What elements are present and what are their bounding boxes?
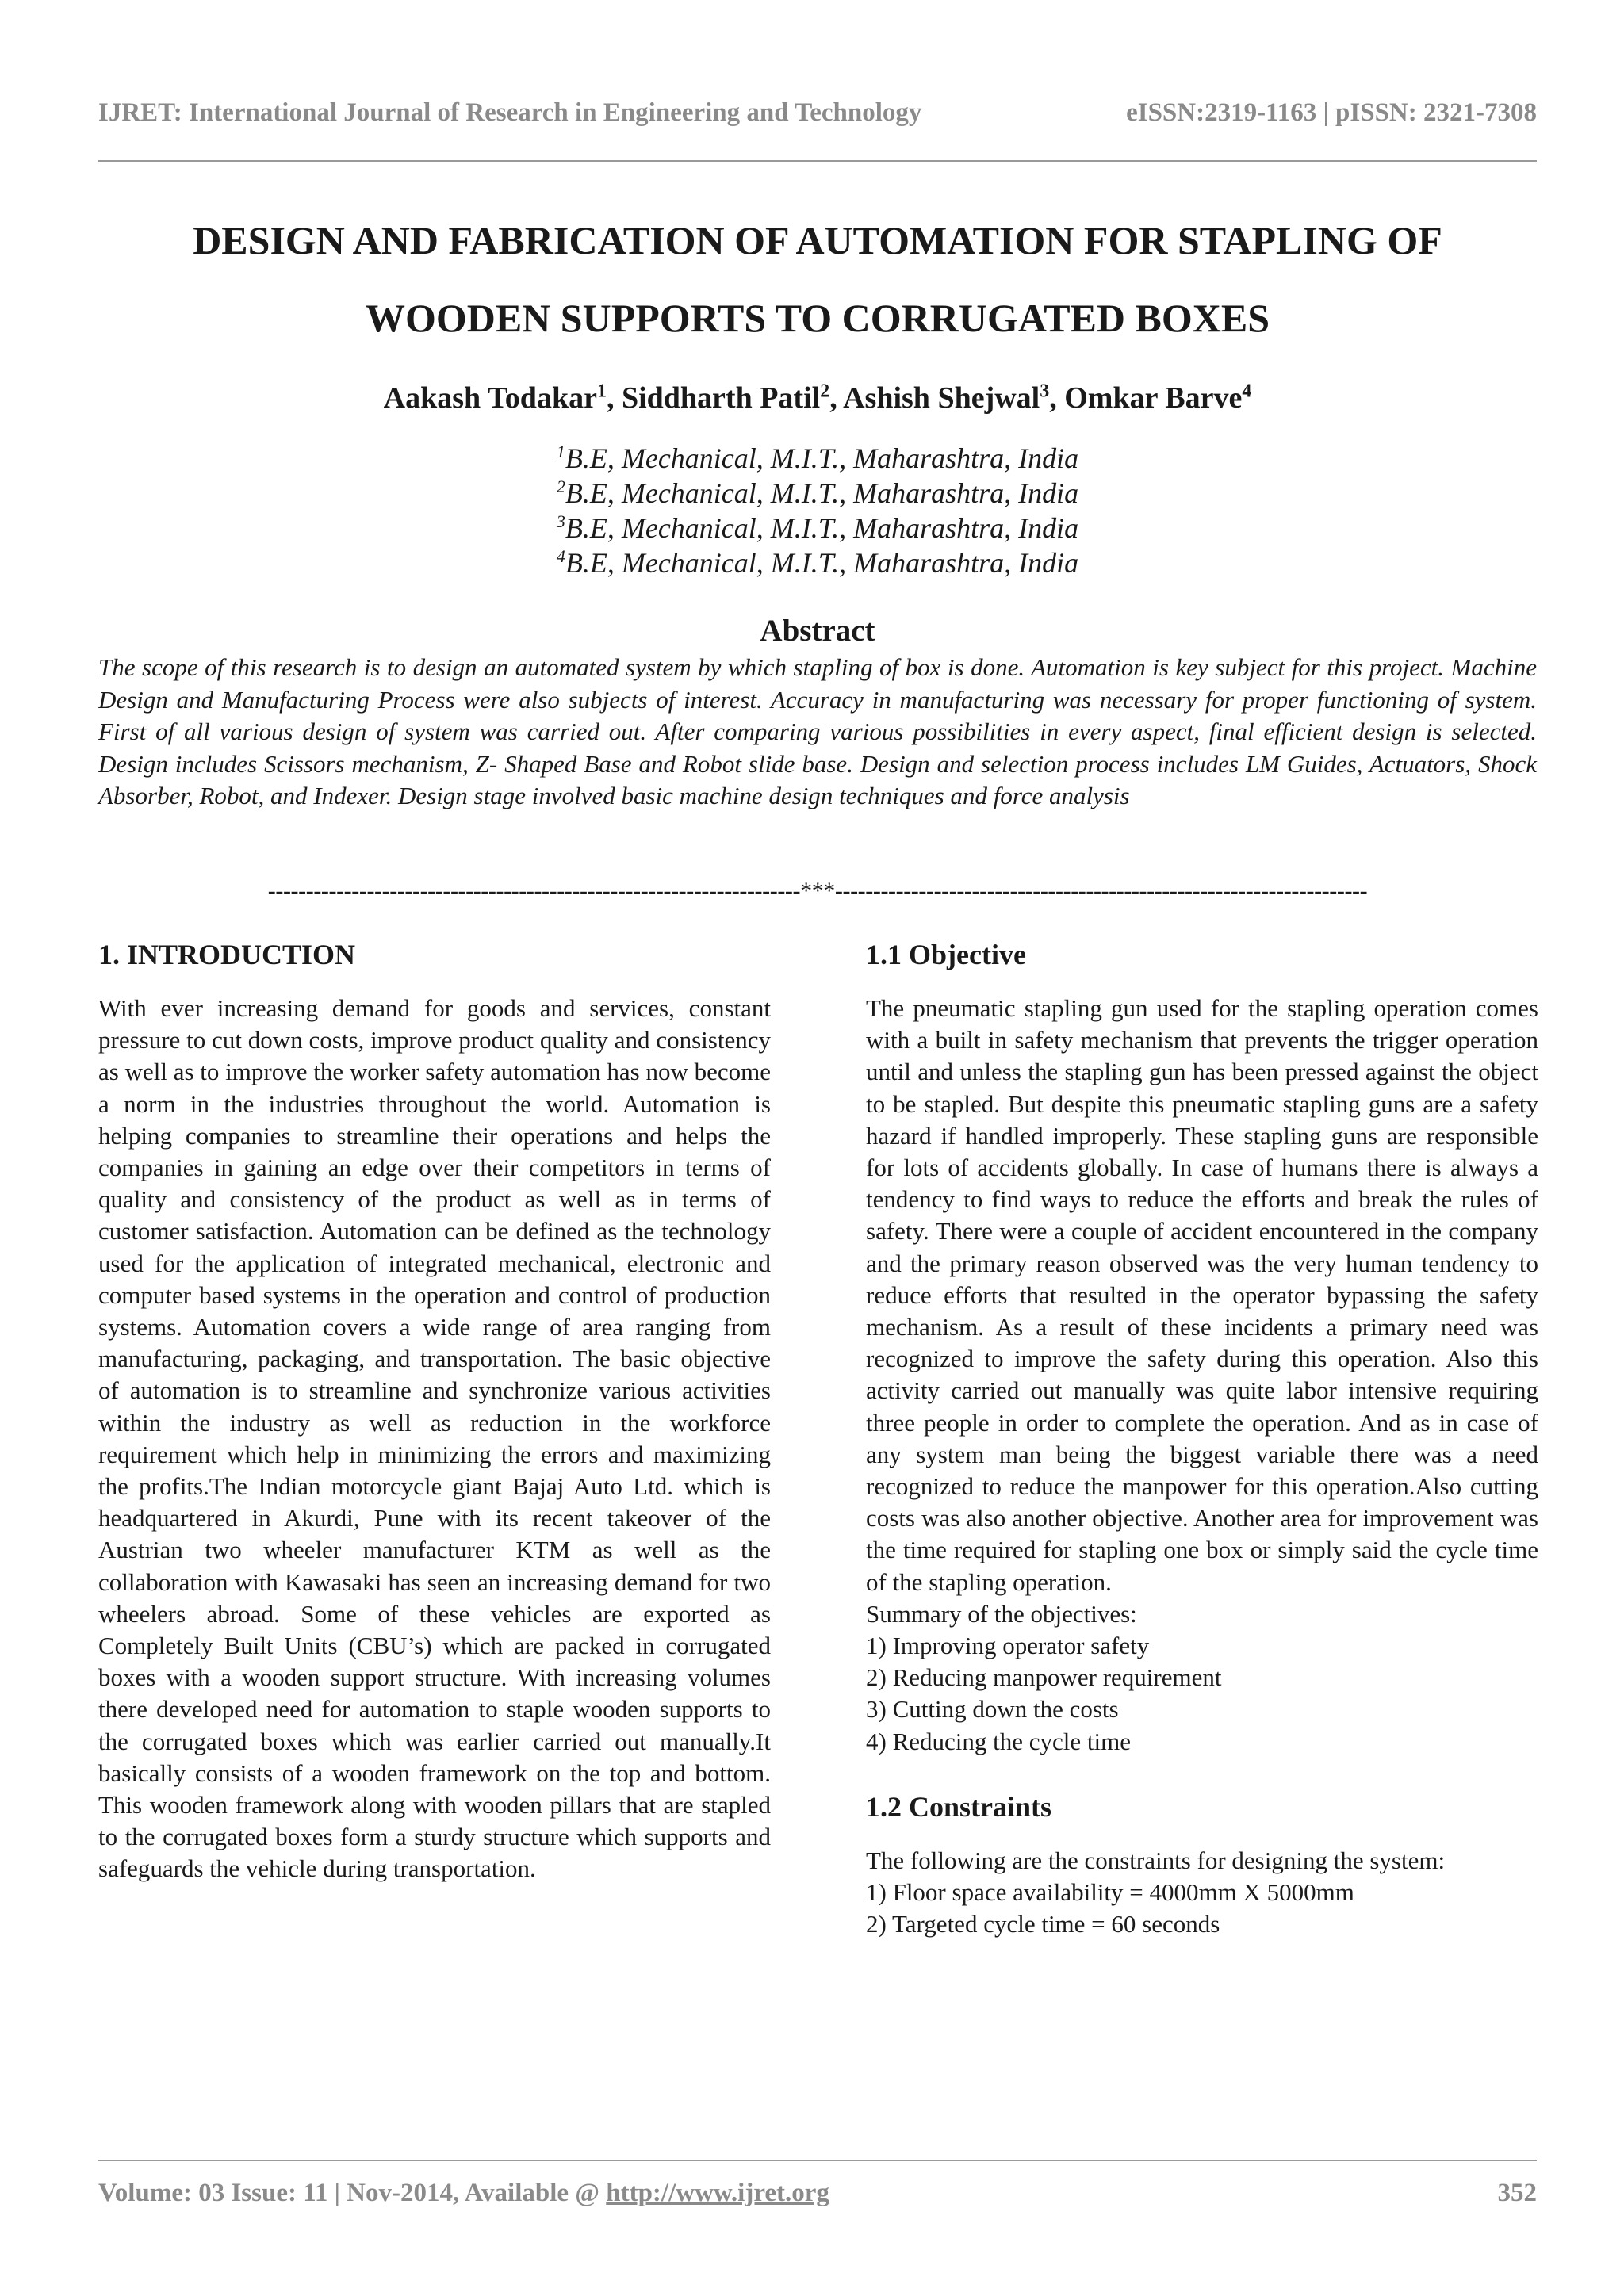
affiliation-text: B.E, Mechanical, M.I.T., Maharashtra, India: [565, 442, 1079, 474]
constraints-intro: The following are the constraints for designing the system:: [866, 1846, 1446, 1874]
affiliation-mark: 3: [556, 511, 565, 531]
spacer: [866, 1758, 1538, 1788]
left-column: [98, 936, 771, 1885]
volume-info: [98, 2179, 829, 2208]
introduction-text: With ever increasing demand for goods and services, constant pressure to cut down costs, improve product quality and consistency as well as to improve the worker safety automation has now become a norm in the industries throughout the world. Automation is helping companies to streamline their operations and helps the companies in gaining an edge over their competitors in terms of quality and consistency of the product as well as in terms of customer satisfaction. Automation can be defined as the technology used for the application of integrated mechanical, electronic and computer based systems in the operation and control of production systems. Automation covers a wide range of area ranging from manufacturing, packaging, and transportation. The basic objective of automation is to streamline and synchronize various activities within the industry as well as reduction in the workforce requirement which help in minimizing the errors and maximizing the profits.The Indian motorcycle giant Bajaj Auto Ltd. which is headquartered in Akurdi, Pune with its recent takeover of the Austrian two wheeler manufacturer KTM as well as the collaboration with Kawasaki has seen an increasing demand for two wheelers abroad. Some of these vehicles are exported as Completely Built Units (CBU’s) which are packed in corrugated boxes with a wooden support structure. With increasing volumes there developed need for automation to staple wooden supports to the corrugated boxes which was earlier carried out manually.It basically consists of a wooden framework on the top and bottom. This wooden framework along with wooden pillars that are stapled to the corrugated boxes form a sturdy structure which supports and safeguards the vehicle during transportation.: [98, 994, 771, 1883]
author-list: [98, 379, 1537, 417]
affiliation-text: B.E, Mechanical, M.I.T., Maharashtra, India: [565, 512, 1079, 544]
objective-item: 1) Improving operator safety: [866, 1632, 1150, 1660]
section-separator: ----------------------------------------------------------------------***----------------------------------------------------------------------: [267, 878, 1368, 904]
issn-info: eISSN:2319-1163 | pISSN: 2321-7308: [1126, 98, 1537, 127]
author-separator: ,: [606, 381, 622, 415]
journal-link[interactable]: http://www.ijret.org: [606, 2179, 829, 2207]
running-header: [98, 98, 1537, 136]
objective-item: 3) Cutting down the costs: [866, 1695, 1119, 1724]
footer-divider: [98, 2160, 1537, 2161]
affiliation-mark: 2: [556, 476, 565, 496]
author-name: Aakash Todakar: [383, 381, 597, 415]
author-affiliation-mark: 2: [820, 381, 830, 402]
constraint-item: 2) Targeted cycle time = 60 seconds: [866, 1910, 1220, 1938]
journal-name: IJRET: International Journal of Research in Engineering and Technology: [98, 98, 922, 127]
objective-item: 2) Reducing manpower requirement: [866, 1663, 1222, 1692]
volume-text: Volume: 03 Issue: 11 | Nov-2014, Available @: [98, 2179, 607, 2207]
affiliation-line: [98, 511, 1537, 545]
affiliation-list: [98, 441, 1537, 580]
affiliation-line: [98, 476, 1537, 511]
abstract-text: The scope of this research is to design an automated system by which stapling of box is done. Automation is key subject for this project. Machine Design and Manufacturing Process were also subjects of interest. Accuracy in manufacturing was necessary for proper functioning of system. First of all various design of system was carried out. After comparing various possibilities in every aspect, final efficient design is selected. Design includes Scissors mechanism, Z- Shaped Base and Robot slide base. Design and selection process includes LM Guides, Actuators, Shock Absorber, Robot, and Indexer. Design stage involved basic machine design techniques and force analysis: [98, 653, 1537, 810]
author-affiliation-mark: 4: [1242, 381, 1252, 402]
introduction-heading: 1. INTRODUCTION: [98, 939, 356, 970]
affiliation-text: B.E, Mechanical, M.I.T., Maharashtra, India: [565, 547, 1079, 579]
abstract-heading: Abstract: [760, 614, 875, 648]
right-column: [866, 936, 1538, 1940]
author-name: Omkar Barve: [1064, 381, 1243, 415]
constraints-heading: 1.2 Constraints: [866, 1790, 1052, 1823]
author-affiliation-mark: 1: [596, 381, 607, 402]
objective-heading: 1.1 Objective: [866, 939, 1026, 970]
author-separator: ,: [1049, 381, 1065, 415]
header-divider: [98, 160, 1537, 162]
objective-summary-label: Summary of the objectives:: [866, 1599, 1137, 1628]
affiliation-mark: 1: [556, 442, 565, 461]
paper-title: [98, 201, 1537, 357]
author-name: Siddharth Patil: [621, 381, 821, 415]
author-name: Ashish Shejwal: [843, 381, 1040, 415]
author-separator: ,: [829, 381, 844, 415]
page-number: 352: [1497, 2179, 1537, 2207]
affiliation-mark: 4: [556, 546, 565, 566]
affiliation-line: [98, 441, 1537, 476]
objective-item: 4) Reducing the cycle time: [866, 1727, 1131, 1755]
constraint-item: 1) Floor space availability = 4000mm X 5000mm: [866, 1878, 1354, 1907]
objective-text: The pneumatic stapling gun used for the stapling operation comes with a built in safety mechanism that prevents the trigger operation until and unless the stapling gun has been pressed against the object to be stapled. But despite this pneumatic stapling guns are a safety hazard if handled improperly. These stapling guns are responsible for lots of accidents globally. In case of humans there is always a tendency to find ways to reduce the efforts and break the rules of safety. There were a couple of accident encountered in the company and the primary reason observed was the very human tendency to reduce efforts that resulted in the operator bypassing the safety mechanism. As a result of these incidents a primary need was recognized to improve the safety during this operation. Also this activity carried out manually was quite labor intensive requiring three people in order to complete the operation. And as in case of any system man being the biggest variable there was a need recognized to reduce the manpower for this operation.Also cutting costs was also another objective. Another area for improvement was the time required for stapling one box or simply said the cycle time of the stapling operation.: [866, 994, 1538, 1596]
title-line-1: DESIGN AND FABRICATION OF AUTOMATION FOR STAPLING OF: [193, 218, 1442, 262]
author-affiliation-mark: 3: [1040, 381, 1050, 402]
title-line-2: WOODEN SUPPORTS TO CORRUGATED BOXES: [365, 296, 1270, 340]
affiliation-line: [98, 545, 1537, 580]
page-footer: [98, 2179, 1537, 2217]
affiliation-text: B.E, Mechanical, M.I.T., Maharashtra, India: [565, 477, 1079, 509]
